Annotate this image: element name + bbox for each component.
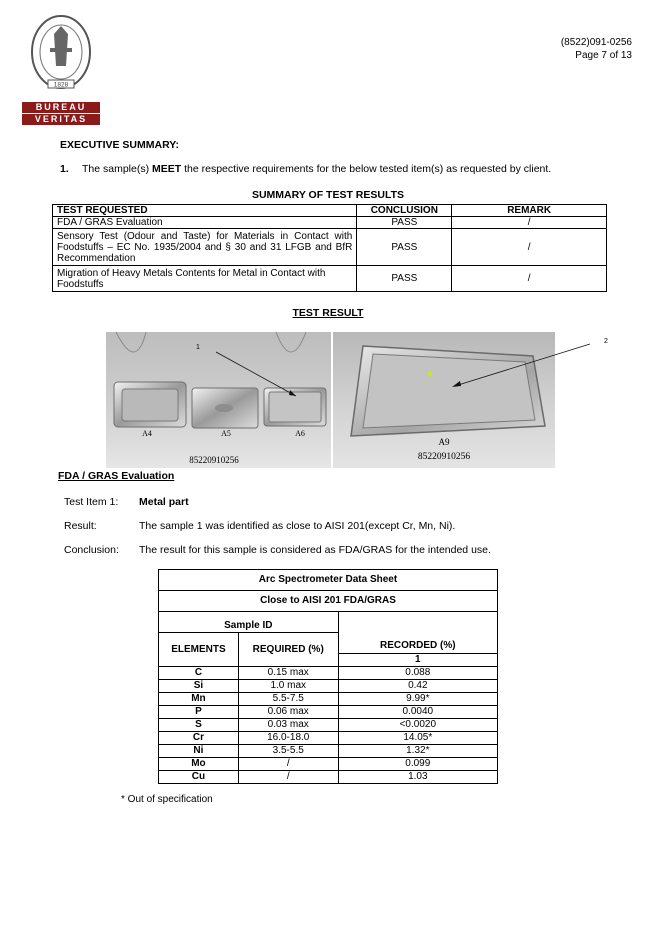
test-result-title: TEST RESULT: [292, 307, 364, 319]
callout-2-arrow: [440, 334, 620, 392]
table-row: Si 1.0 max 0.42: [159, 680, 498, 693]
elements-header: ELEMENTS: [159, 633, 239, 667]
arc-title: Arc Spectrometer Data Sheet: [159, 570, 498, 591]
summary-point: 1. The sample(s) MEET the respective requirements for the below tested item(s) as requested by client.: [60, 163, 552, 175]
header-conclusion: CONCLUSION: [357, 205, 452, 217]
table-row: Cr 16.0-18.0 14.05*: [159, 732, 498, 745]
sample-id-header: Sample ID: [159, 612, 339, 633]
label-a9: A9: [438, 437, 450, 447]
header-test: TEST REQUESTED: [53, 205, 357, 217]
label-a4: A4: [142, 429, 152, 438]
logo-band: BUREAU VERITAS: [22, 102, 100, 125]
table-row: Mo / 0.099: [159, 758, 498, 771]
svg-text:1828: 1828: [53, 81, 69, 89]
bureau-veritas-logo: [22, 14, 100, 124]
photo-code: 85220910256: [189, 455, 239, 465]
table-row: Sensory Test (Odour and Taste) for Materials in Contact with Foodstuffs – EC No. 1935/2004 and § 30 and 31 LFGB and BfR Recommendation PASS /: [53, 229, 607, 266]
table-row: P 0.06 max 0.0040: [159, 706, 498, 719]
result-row: Result: The sample 1 was identified as close to AISI 201(except Cr, Mn, Ni).: [64, 520, 456, 532]
callout-1: 1: [196, 344, 200, 351]
report-number: (8522)091-0256: [560, 37, 632, 48]
sample-number: 1: [338, 654, 497, 667]
conclusion-row: Conclusion: The result for this sample is considered as FDA/GRAS for the intended use.: [64, 544, 491, 556]
table-row: Mn 5.5-7.5 9.99*: [159, 693, 498, 706]
page-number: Page 7 of 13: [575, 50, 632, 61]
table-row: C 0.15 max 0.088: [159, 667, 498, 680]
table-header-row: [53, 205, 607, 217]
label-a5: A5: [221, 429, 231, 438]
seal-icon: [30, 14, 92, 94]
table-row: Migration of Heavy Metals Contents for Metal in Contact with Foodstuffs PASS /: [53, 266, 607, 292]
table-row: Ni 3.5-5.5 1.32*: [159, 745, 498, 758]
footnote: * Out of specification: [121, 794, 213, 805]
test-item-row: Test Item 1: Metal part: [64, 496, 189, 508]
required-header: REQUIRED (%): [238, 633, 338, 667]
executive-summary-title: EXECUTIVE SUMMARY:: [60, 139, 180, 151]
summary-table-title: SUMMARY OF TEST RESULTS: [251, 189, 405, 201]
callout-2: 2: [604, 338, 608, 345]
header-remark: REMARK: [452, 205, 607, 217]
table-row: Cu / 1.03: [159, 771, 498, 784]
label-a6: A6: [295, 429, 305, 438]
sample-photo-1: [106, 332, 331, 468]
header-info: [561, 36, 632, 62]
fda-title: FDA / GRAS Evaluation: [58, 470, 175, 482]
summary-table: [52, 204, 607, 292]
arc-spectrometer-table: [158, 569, 498, 784]
arc-subtitle: Close to AISI 201 FDA/GRAS: [159, 591, 498, 612]
table-row: FDA / GRAS Evaluation PASS /: [53, 217, 607, 229]
table-row: S 0.03 max <0.0020: [159, 719, 498, 732]
recorded-header: RECORDED (%): [338, 612, 497, 654]
photo-code: 85220910256: [417, 452, 471, 462]
